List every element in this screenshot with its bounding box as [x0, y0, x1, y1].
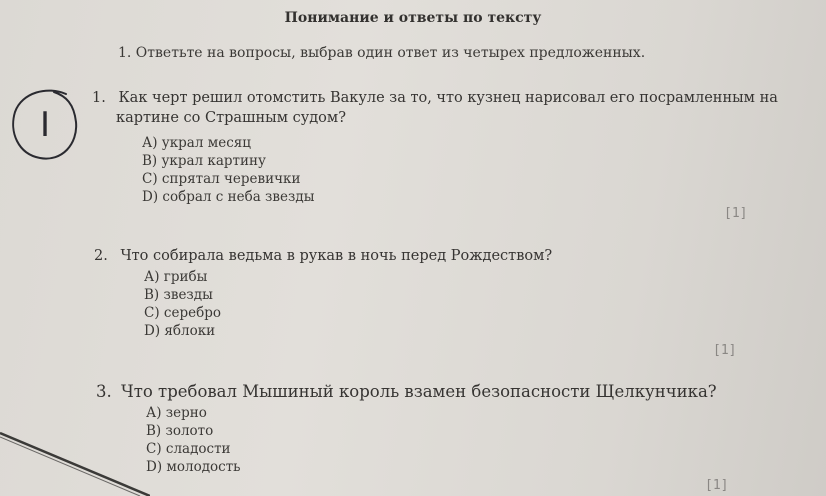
instruction-text: 1. Ответьте на вопросы, выбрав один ответ из четырех предложенных. — [118, 45, 646, 61]
handwritten-circle-mark — [8, 82, 82, 164]
question-text-continued: картине со Страшным судом? — [116, 110, 346, 126]
question-text: Что собирала ведьма в рукав в ночь перед Рождеством? — [120, 248, 553, 264]
question-1 — [92, 88, 778, 206]
score-mark: [1] — [724, 206, 748, 221]
option-d[interactable]: D) собрал с неба звезды — [142, 189, 315, 205]
pen-line-decoration — [0, 425, 150, 496]
question-number: 3. — [96, 382, 112, 401]
option-b[interactable]: В) украл картину — [142, 153, 266, 169]
answer-options — [146, 404, 717, 476]
option-a[interactable]: А) зерно — [146, 405, 207, 421]
handwritten-numeral: I — [39, 105, 51, 145]
answer-options — [144, 268, 552, 340]
question-text: Как черт решил отомстить Вакуле за то, что кузнец нарисовал его посрамленным на — [118, 90, 778, 106]
score-mark: [1] — [713, 343, 737, 358]
option-b[interactable]: В) золото — [146, 423, 214, 439]
option-b[interactable]: В) звезды — [144, 287, 213, 303]
option-c[interactable]: С) спрятал черевички — [142, 171, 301, 187]
option-c[interactable]: С) сладости — [146, 441, 231, 457]
question-number: 1. — [92, 90, 106, 106]
option-d[interactable]: D) молодость — [146, 459, 241, 475]
option-c[interactable]: С) серебро — [144, 305, 221, 321]
option-d[interactable]: D) яблоки — [144, 323, 216, 339]
option-a[interactable]: А) украл месяц — [142, 135, 251, 151]
score-mark: [1] — [705, 478, 729, 493]
question-3 — [96, 382, 717, 476]
answer-options — [142, 134, 778, 206]
option-a[interactable]: А) грибы — [144, 269, 208, 285]
question-number: 2. — [94, 248, 108, 264]
page-title: Понимание и ответы по тексту — [284, 10, 542, 26]
question-2 — [94, 246, 552, 340]
question-text: Что требовал Мышиный король взамен безопасности Щелкунчика? — [121, 382, 717, 401]
